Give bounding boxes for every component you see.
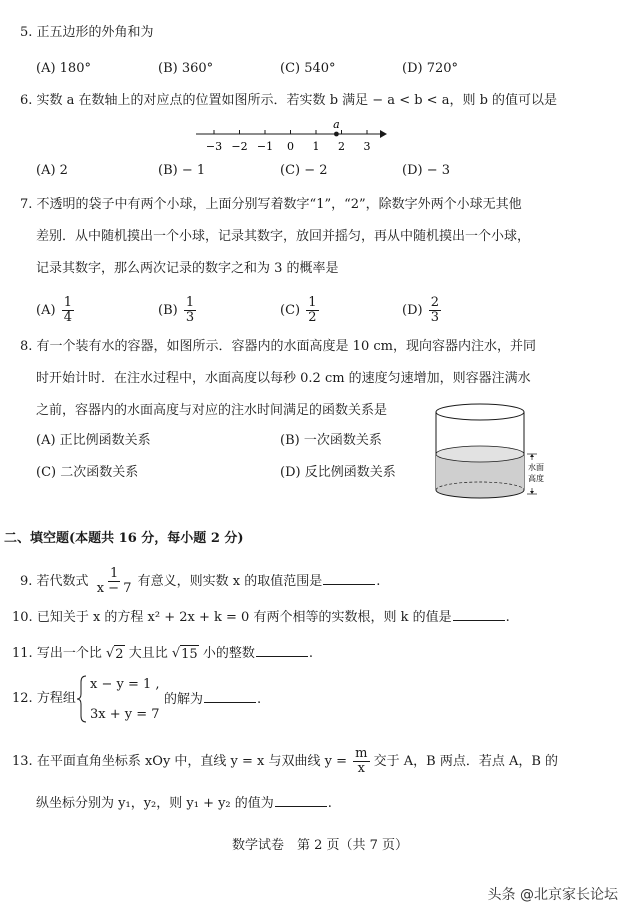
q6-option-c: (C) − 2 xyxy=(280,163,328,178)
q12-brace-icon xyxy=(76,674,88,724)
q10-answer-blank xyxy=(453,608,505,621)
watermark: 头条 @北京家长论坛 xyxy=(487,887,618,903)
q12-equation-2: 3x + y = 7 xyxy=(90,707,160,722)
number-line-tick-label: 3 xyxy=(363,140,371,153)
q7-line-3: 记录其数字，那么两次记录的数字之和为 3 的概率是 xyxy=(36,261,339,276)
q7-option-d: (D) $\frac{2}{3}$ xyxy=(402,295,439,325)
q9-answer-blank xyxy=(323,572,375,585)
q9: 9. 若代数式 $\frac{1}{x - 7}$ 有意义，则实数 x 的取值范围是 . xyxy=(20,566,381,596)
q12-tail: 的解为 . xyxy=(164,692,262,707)
q6-stem: 6. 实数 a 在数轴上的对应点的位置如图所示．若实数 b 满足 − a < b < a，则 b 的值可以是 xyxy=(20,93,558,108)
q8-option-d: (D) 反比例函数关系 xyxy=(280,465,396,480)
number-line-figure xyxy=(190,118,390,158)
q5-stem: 5. 正五边形的外角和为 xyxy=(20,25,154,40)
q8-line-3: 之前，容器内的水面高度与对应的注水时间满足的函数关系是 xyxy=(36,403,388,418)
q7-option-b: (B) $\frac{1}{3}$ xyxy=(158,295,195,325)
number-line-tick-label: 2 xyxy=(338,140,345,153)
q13-answer-blank xyxy=(275,794,327,807)
q8-option-b: (B) 一次函数关系 xyxy=(280,433,382,448)
q5-option-a: (A) 180° xyxy=(36,61,91,76)
q6-option-d: (D) − 3 xyxy=(402,163,450,178)
number-line-point-label: a xyxy=(333,118,340,131)
q8-option-c: (C) 二次函数关系 xyxy=(36,465,139,480)
q5-option-d: (D) 720° xyxy=(402,61,459,76)
q12-equation-1: x − y = 1 , xyxy=(90,677,160,692)
q8-option-a: (A) 正比例函数关系 xyxy=(36,433,151,448)
number-line-point-a xyxy=(334,132,339,137)
q10: 10. 已知关于 x 的方程 x² + 2x + k = 0 有两个相等的实数根，则 k 的值是 . xyxy=(12,610,510,625)
q6-option-b: (B) − 1 xyxy=(158,163,206,178)
q7-option-a: (A) $\frac{1}{4}$ xyxy=(36,295,72,325)
q5-option-b: (B) 360° xyxy=(158,61,214,76)
q12-label: 12. 方程组 xyxy=(12,691,76,706)
q7-line-1: 7. 不透明的袋子中有两个小球，上面分别写着数字“1”，“2”，除数字外两个小球无其他 xyxy=(20,197,522,212)
section-2-title: 二、填空题(本题共 16 分，每小题 2 分) xyxy=(4,531,244,546)
number-line-tick-label: −2 xyxy=(231,140,248,153)
number-line-tick-label: −1 xyxy=(256,140,274,153)
water-height-label-2: 高度 xyxy=(528,474,544,483)
water-height-label-1: 水面 xyxy=(528,463,544,472)
q7-option-c: (C) $\frac{1}{2}$ xyxy=(280,295,317,325)
number-line-tick-label: −3 xyxy=(205,140,223,153)
number-line-tick-label: 0 xyxy=(287,140,294,153)
page-footer: 数学试卷 第 2 页（共 7 页） xyxy=(231,838,409,853)
q11-answer-blank xyxy=(256,644,308,657)
q8-line-1: 8. 有一个装有水的容器，如图所示．容器内的水面高度是 10 cm，现向容器内注水，并同 xyxy=(20,339,536,354)
water-container-figure xyxy=(428,398,548,508)
q7-line-2: 差别．从中随机摸出一个小球，记录其数字，放回并摇匀，再从中随机摸出一个小球， xyxy=(36,229,531,244)
q13-line-1: 13. 在平面直角坐标系 xOy 中，直线 y = x 与双曲线 y = $\frac{m}{x}$ 交于 A，B 两点．若点 A，B 的 xyxy=(12,746,559,776)
q12-answer-blank xyxy=(204,690,256,703)
q13-line-2: 纵坐标分别为 y₁，y₂，则 y₁ + y₂ 的值为 . xyxy=(36,796,332,811)
number-line-tick-label: 1 xyxy=(312,140,320,153)
q5-option-c: (C) 540° xyxy=(280,61,336,76)
q8-line-2: 时开始计时．在注水过程中，水面高度以每秒 0.2 cm 的速度匀速增加，则容器注满水 xyxy=(36,371,531,386)
q6-option-a: (A) 2 xyxy=(36,163,68,178)
q11: 11. 写出一个比 √ 2 大且比 √ 15 小的整数 . xyxy=(12,646,313,662)
